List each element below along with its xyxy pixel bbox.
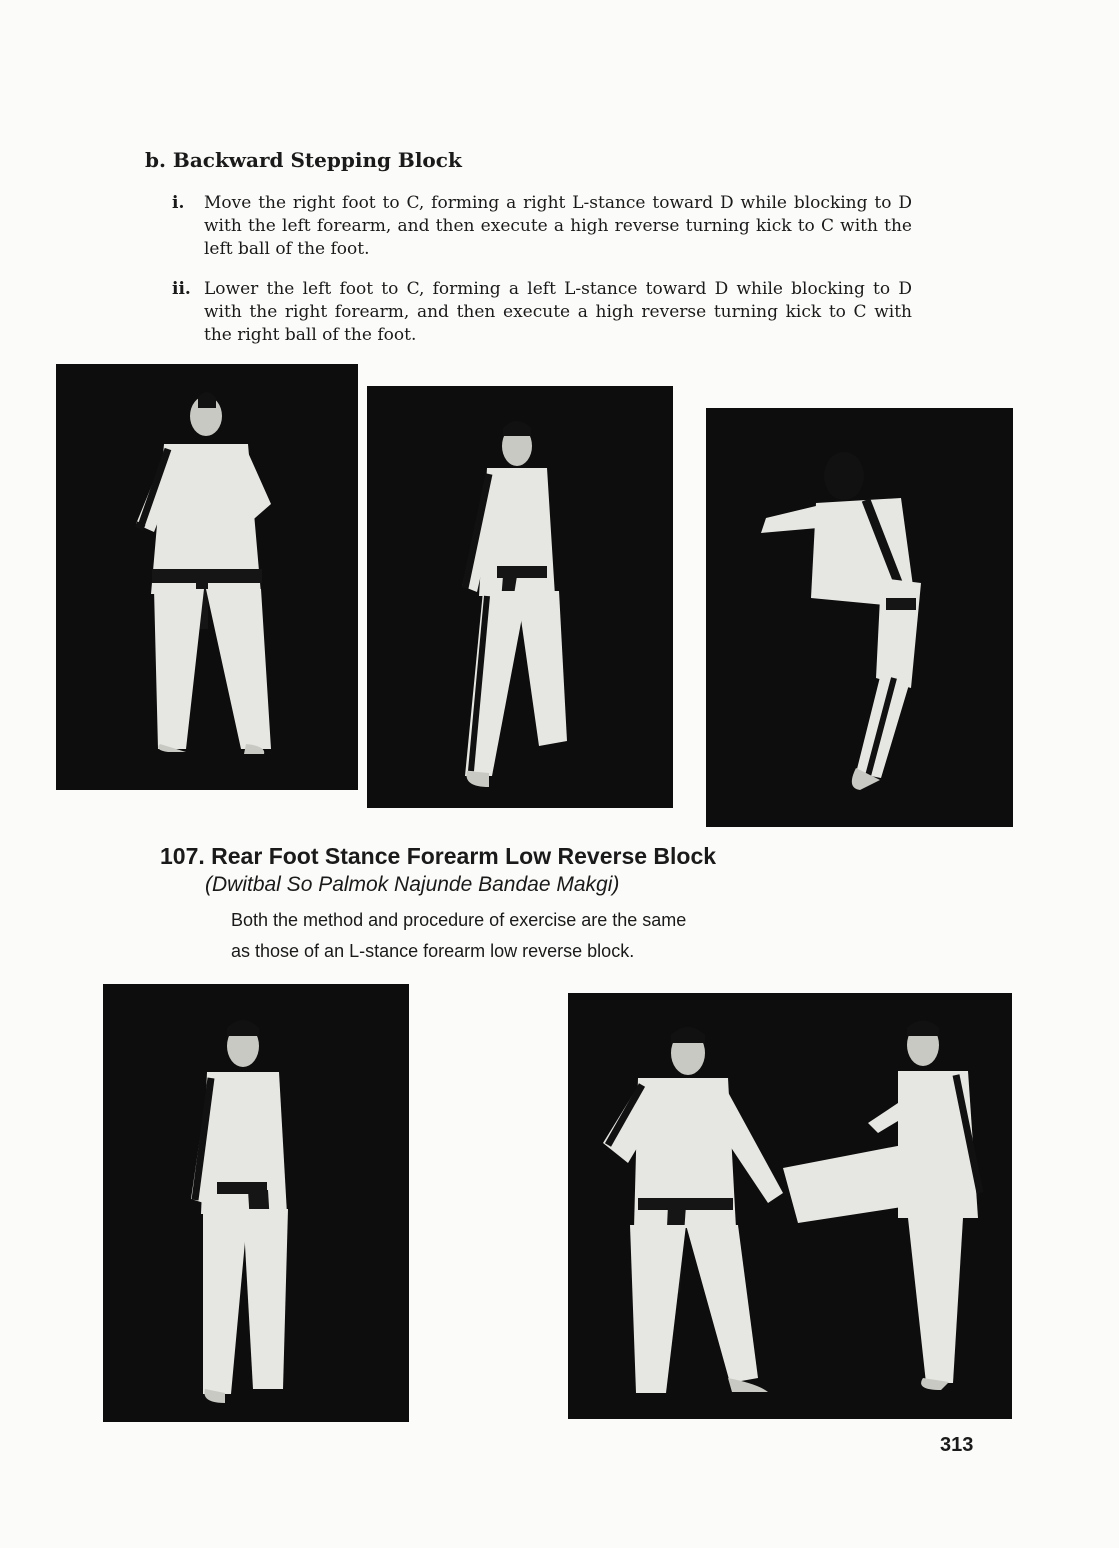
description-line: as those of an L-stance forearm low reverse block.	[231, 941, 635, 961]
step-text: Lower the left foot to C, forming a left L-stance toward D while blocking to D with the right forearm, and then execute a high reverse turning kick to C with the right ball of the foot.	[204, 279, 912, 345]
technique-title: Rear Foot Stance Forearm Low Reverse Block	[211, 843, 717, 869]
technique-number: 107.	[160, 843, 205, 869]
technique-description	[231, 905, 871, 967]
technique-korean-name: (Dwitbal So Palmok Najunde Bandae Makgi)	[205, 873, 620, 896]
photo-low-reverse-block-partner	[568, 993, 1012, 1419]
section-heading: b. Backward Stepping Block	[145, 148, 462, 172]
step-item	[172, 278, 912, 347]
step-number: i.	[172, 193, 185, 213]
technique-heading	[160, 843, 716, 870]
photo-high-reverse-turning-kick	[706, 408, 1013, 827]
description-line: Both the method and procedure of exercise are the same	[231, 910, 687, 930]
step-text: Move the right foot to C, forming a right L-stance toward D while blocking to D with the left forearm, and then execute a high reverse turning kick to C with the left ball of the foot.	[204, 193, 912, 259]
step-item	[172, 192, 912, 261]
page-number: 313	[940, 1434, 974, 1456]
photo-rear-foot-stance	[103, 984, 409, 1422]
photo-l-stance-block	[56, 364, 358, 790]
photo-turning-stance	[367, 386, 673, 808]
step-number: ii.	[172, 279, 191, 299]
